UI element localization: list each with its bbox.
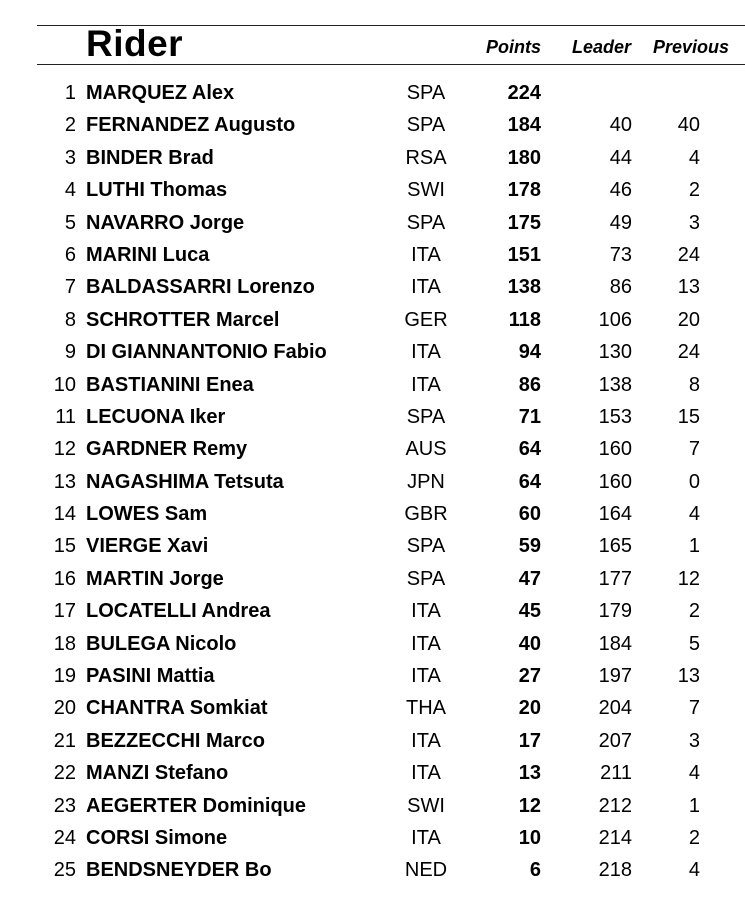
previous-gap: 1 [688, 535, 700, 558]
position-cell: 14 [53, 503, 76, 526]
nation-code: THA [406, 697, 446, 720]
nation-code: SPA [406, 82, 446, 104]
rider-name: MARQUEZ Alex [86, 82, 235, 104]
table-row [0, 174, 745, 206]
leader-gap: 153 [598, 405, 632, 428]
nation-code: ITA [411, 600, 441, 623]
points-value: 47 [518, 567, 541, 590]
rider-name: LOWES Sam [86, 503, 208, 526]
rider-name: GARDNER Remy [86, 438, 248, 461]
previous-gap: 3 [688, 729, 700, 752]
leader-gap: 46 [609, 179, 632, 202]
leader-gap: 44 [609, 146, 632, 169]
table-row [0, 563, 745, 595]
nation-code: SWI [407, 179, 445, 202]
points-value: 184 [507, 114, 541, 137]
rider-name: PASINI Mattia [86, 665, 215, 688]
previous-gap: 2 [688, 826, 700, 849]
position-cell: 5 [64, 211, 76, 234]
position-cell: 23 [53, 794, 76, 817]
position-cell: 8 [64, 308, 76, 331]
rider-name: BENDSNEYDER Bo [86, 859, 272, 882]
rider-name: SCHROTTER Marcel [86, 308, 280, 331]
position-cell: 1 [64, 82, 76, 104]
table-row [0, 530, 745, 562]
points-value: 138 [507, 276, 541, 299]
points-value: 180 [507, 146, 541, 169]
nation-code: SPA [406, 567, 446, 590]
leader-gap: 218 [598, 859, 632, 882]
points-value: 59 [518, 535, 541, 558]
leader-gap: 86 [609, 276, 632, 299]
position-cell: 6 [64, 243, 76, 266]
nation-code: GBR [404, 503, 448, 526]
points-value: 151 [507, 243, 541, 266]
table-row [0, 595, 745, 627]
leader-gap: 207 [598, 729, 632, 752]
rider-name: VIERGE Xavi [86, 535, 209, 558]
points-value: 27 [518, 665, 541, 688]
position-cell: 16 [53, 567, 76, 590]
points-value: 178 [507, 179, 541, 202]
table-row [0, 304, 745, 336]
position-cell: 15 [53, 535, 76, 558]
points-value: 71 [518, 405, 541, 428]
previous-gap: 4 [688, 146, 700, 169]
previous-gap: 7 [688, 438, 700, 461]
points-value: 86 [518, 373, 541, 396]
leader-gap: 197 [598, 665, 632, 688]
table-row [0, 77, 745, 109]
previous-gap: 7 [688, 697, 700, 720]
position-cell: 17 [53, 600, 76, 623]
nation-code: SPA [406, 211, 446, 234]
leader-gap: 138 [598, 373, 632, 396]
table-row [0, 725, 745, 757]
position-cell: 24 [53, 826, 76, 849]
table-row [0, 628, 745, 660]
nation-code: SPA [406, 535, 446, 558]
leader-gap: 177 [598, 567, 632, 590]
table-row [0, 854, 745, 886]
previous-gap: 8 [688, 373, 700, 396]
rider-name: MARINI Luca [86, 243, 210, 266]
leader-gap: 164 [598, 503, 632, 526]
table-row [0, 336, 745, 368]
nation-code: ITA [411, 276, 441, 299]
position-cell: 3 [64, 146, 76, 169]
table-row [0, 239, 745, 271]
rider-name: CORSI Simone [86, 826, 228, 849]
rider-name: LECUONA Iker [86, 405, 226, 428]
nation-code: ITA [411, 373, 441, 396]
leader-gap: 211 [600, 762, 632, 785]
table-row [0, 498, 745, 530]
nation-code: RSA [405, 146, 447, 169]
nation-code: JPN [407, 470, 445, 493]
table-row [0, 401, 745, 433]
table-row [0, 660, 745, 692]
nation-code: SPA [406, 114, 446, 137]
points-value: 94 [518, 341, 541, 364]
previous-gap: 4 [688, 859, 700, 882]
leader-gap: 73 [609, 243, 632, 266]
leader-gap: 40 [609, 114, 632, 137]
points-value: 17 [518, 729, 541, 752]
leader-gap: 49 [609, 211, 632, 234]
rider-name: NAGASHIMA Tetsuta [86, 470, 284, 493]
rider-name: CHANTRA Somkiat [86, 697, 268, 720]
nation-code: ITA [411, 729, 441, 752]
table-row [0, 692, 745, 724]
previous-gap: 40 [677, 114, 700, 137]
points-value: 175 [507, 211, 541, 234]
rider-name: LUTHI Thomas [86, 179, 228, 202]
nation-code: ITA [411, 826, 441, 849]
table-row [0, 466, 745, 498]
previous-gap: 13 [677, 665, 700, 688]
previous-gap: 13 [677, 276, 700, 299]
table-row [0, 790, 745, 822]
position-cell: 20 [53, 697, 76, 720]
rider-name: MARTIN Jorge [86, 567, 224, 590]
previous-column-header: Previous [653, 37, 730, 57]
rider-name: BASTIANINI Enea [86, 373, 254, 396]
leader-gap: 160 [598, 470, 632, 493]
nation-code: ITA [411, 632, 441, 655]
position-cell: 19 [53, 665, 76, 688]
leader-gap: 130 [598, 341, 632, 364]
table-row [0, 271, 745, 303]
position-cell: 11 [55, 405, 76, 428]
position-cell: 21 [53, 729, 76, 752]
leader-gap: 106 [598, 308, 632, 331]
points-value: 20 [518, 697, 541, 720]
points-value: 12 [518, 794, 541, 817]
rider-name: LOCATELLI Andrea [86, 600, 271, 623]
points-value: 224 [507, 82, 541, 104]
previous-gap: 12 [677, 567, 700, 590]
rider-name: MANZI Stefano [86, 762, 229, 785]
rider-name: AEGERTER Dominique [86, 794, 307, 817]
standings-table [0, 77, 745, 887]
leader-column-header: Leader [572, 37, 632, 57]
table-row [0, 207, 745, 239]
nation-code: SPA [406, 405, 446, 428]
previous-gap: 4 [688, 762, 700, 785]
header-divider [37, 64, 745, 65]
position-cell: 18 [53, 632, 76, 655]
rider-name: NAVARRO Jorge [86, 211, 245, 234]
table-row [0, 369, 745, 401]
page-title: Rider [86, 23, 184, 64]
previous-gap: 24 [677, 341, 700, 364]
position-cell: 9 [64, 341, 76, 364]
position-cell: 22 [53, 762, 76, 785]
previous-gap: 3 [688, 211, 700, 234]
nation-code: GER [404, 308, 448, 331]
points-value: 45 [518, 600, 541, 623]
position-cell: 2 [64, 114, 76, 137]
table-row [0, 142, 745, 174]
rider-name: BALDASSARRI Lorenzo [86, 276, 315, 299]
previous-gap: 5 [688, 632, 700, 655]
previous-gap: 24 [677, 243, 700, 266]
points-column-header: Points [486, 37, 542, 57]
leader-gap: 214 [598, 826, 632, 849]
points-value: 64 [518, 470, 541, 493]
points-value: 6 [529, 859, 541, 882]
leader-gap: 165 [598, 535, 632, 558]
position-cell: 13 [53, 470, 76, 493]
nation-code: NED [404, 859, 448, 882]
position-cell: 12 [53, 438, 76, 461]
previous-gap: 20 [677, 308, 700, 331]
rider-name: BEZZECCHI Marco [86, 729, 265, 752]
nation-code: ITA [411, 243, 441, 266]
rider-name: DI GIANNANTONIO Fabio [86, 341, 327, 364]
rider-name: BINDER Brad [86, 146, 214, 169]
leader-gap: 184 [598, 632, 632, 655]
leader-gap: 212 [598, 794, 632, 817]
points-value: 60 [518, 503, 541, 526]
leader-gap: 204 [598, 697, 632, 720]
table-row [0, 433, 745, 465]
points-value: 64 [518, 438, 541, 461]
previous-gap: 4 [688, 503, 700, 526]
position-cell: 7 [64, 276, 76, 299]
nation-code: AUS [405, 438, 447, 461]
position-cell: 25 [53, 859, 76, 882]
nation-code: SWI [407, 794, 445, 817]
previous-gap: 1 [688, 794, 700, 817]
previous-gap: 15 [677, 405, 700, 428]
previous-gap: 0 [688, 470, 700, 493]
nation-code: ITA [411, 341, 441, 364]
position-cell: 10 [53, 373, 76, 396]
leader-gap: 160 [598, 438, 632, 461]
table-row [0, 822, 745, 854]
nation-code: ITA [411, 762, 441, 785]
nation-code: ITA [411, 665, 441, 688]
table-row [0, 109, 745, 141]
table-row [0, 757, 745, 789]
points-value: 118 [508, 308, 541, 331]
points-value: 13 [518, 762, 541, 785]
previous-gap: 2 [688, 600, 700, 623]
leader-gap: 179 [598, 600, 632, 623]
points-value: 10 [518, 826, 541, 849]
rider-name: FERNANDEZ Augusto [86, 114, 296, 137]
rider-name: BULEGA Nicolo [86, 632, 237, 655]
position-cell: 4 [64, 179, 76, 202]
points-value: 40 [518, 632, 541, 655]
previous-gap: 2 [688, 179, 700, 202]
